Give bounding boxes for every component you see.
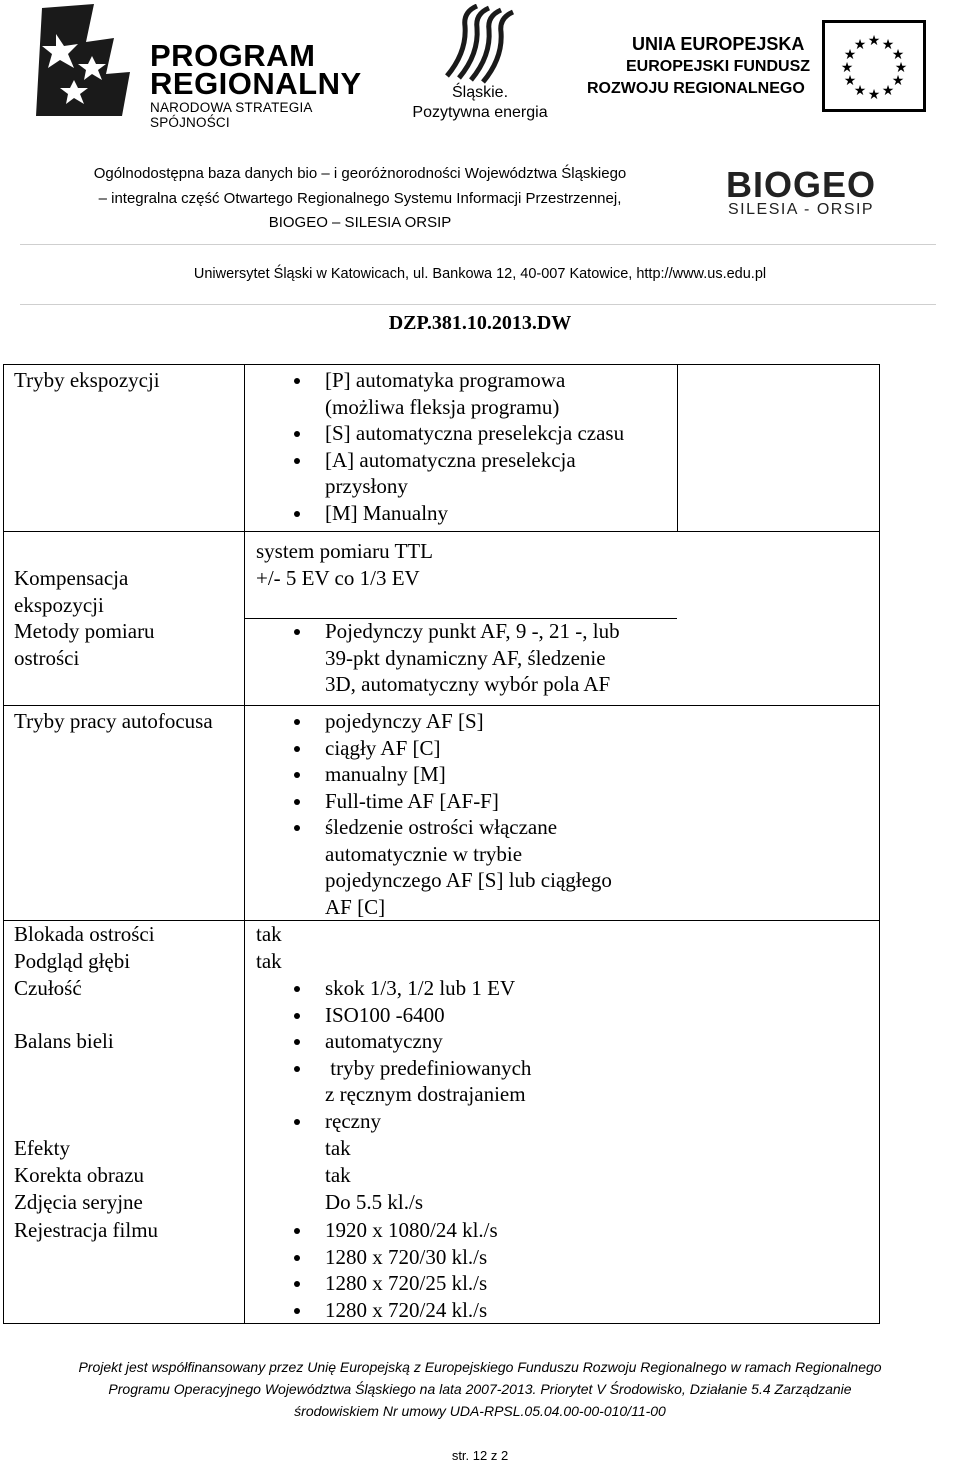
- spec-table: [3, 364, 880, 1324]
- document-id: DZP.381.10.2013.DW: [388, 312, 572, 334]
- label-sensitivity: Czułość: [14, 976, 82, 1000]
- label-focus-methods: Metody pomiaru ostrości: [14, 619, 155, 670]
- eu-line3: ROZWOJU REGIONALNEGO: [587, 80, 805, 97]
- focus-lock-value: tak: [256, 922, 282, 946]
- svg-text:★: ★: [843, 73, 857, 89]
- list-item: [P] automatyka programowa (możliwa fleksja programu): [294, 367, 624, 420]
- svg-text:★: ★: [867, 33, 881, 49]
- footer-funding-note: [10, 1356, 950, 1422]
- eu-line1: UNIA EUROPEJSKA: [632, 34, 805, 54]
- biogeo-logo: [724, 164, 884, 224]
- slaskie-slogan: Pozytywna energia: [412, 104, 548, 121]
- burst-shooting-value: Do 5.5 kl./s: [325, 1190, 424, 1214]
- exposure-compensation-value: +/- 5 EV co 1/3 EV: [256, 566, 420, 590]
- eu-stars-icon: [825, 23, 923, 109]
- database-line1: Ogólnodostępna baza danych bio – i georóżnorodności Województwa Śląskiego: [93, 165, 627, 182]
- slaskie-wave-icon: [405, 4, 555, 84]
- label-exposure-compensation: Kompensacja ekspozycji: [14, 566, 129, 617]
- sensitivity-list: [294, 975, 515, 1028]
- autofocus-modes-list: [294, 708, 612, 920]
- label-white-balance: Balans bieli: [14, 1029, 114, 1053]
- database-line2: – integralna część Otwartego Regionalnego Systemu Informacji Przestrzennej,: [98, 189, 622, 207]
- list-item: śledzenie ostrości włączane automatycznie w trybie pojedynczego AF [S] lub ciągłego AF [C]: [294, 814, 612, 920]
- effects-value: tak: [325, 1136, 351, 1160]
- list-item: ISO100 -6400: [294, 1002, 515, 1029]
- list-item: automatyczny: [294, 1028, 531, 1055]
- svg-text:★: ★: [843, 47, 857, 63]
- eu-flag-icon: [822, 20, 926, 112]
- image-correction-value: tak: [325, 1163, 351, 1187]
- eu-line2: EUROPEJSKI FUNDUSZ: [626, 58, 811, 75]
- label-focus-lock: Blokada ostrości: [14, 922, 155, 946]
- footer-line3: środowiskiem Nr umowy UDA-RPSL.05.04.00-00-010/11-00: [294, 1403, 666, 1419]
- focus-methods-list: [294, 618, 620, 698]
- program-emblem-icon: [22, 4, 140, 120]
- label-effects: Efekty: [14, 1136, 70, 1160]
- university-address: Uniwersytet Śląski w Katowicach, ul. Bankowa 12, 40-007 Katowice, http://www.us.edu.pl: [193, 266, 767, 282]
- svg-text:★: ★: [881, 83, 895, 99]
- svg-text:★: ★: [891, 47, 905, 63]
- exposure-modes-list: [294, 367, 624, 526]
- list-item: [M] Manualny: [294, 500, 624, 527]
- program-logo-line2: REGIONALNY: [150, 66, 362, 101]
- list-item: ręczny: [294, 1108, 531, 1135]
- list-item: Full-time AF [AF-F]: [294, 788, 612, 815]
- list-item: tryby predefiniowanych z ręcznym dostrajaniem: [294, 1055, 531, 1108]
- column-divider-2: [677, 365, 678, 531]
- list-item: 1920 x 1080/24 kl./s: [294, 1217, 498, 1244]
- svg-text:★: ★: [894, 60, 908, 76]
- svg-text:★: ★: [853, 83, 867, 99]
- page-number: str. 12 z 2: [451, 1448, 509, 1463]
- program-logo-line3: NARODOWA STRATEGIA SPÓJNOŚCI: [150, 100, 312, 130]
- svg-text:★: ★: [881, 37, 895, 53]
- label-autofocus-modes: Tryby pracy autofocusa: [14, 709, 213, 733]
- label-image-correction: Korekta obrazu: [14, 1163, 145, 1187]
- row-divider: [4, 531, 879, 532]
- row-divider: [4, 705, 879, 706]
- white-balance-list: [294, 1028, 531, 1134]
- program-logo-line1: PROGRAM: [150, 38, 316, 73]
- header-divider: [20, 244, 936, 245]
- label-video-recording: Rejestracja filmu: [14, 1218, 159, 1242]
- svg-text:★: ★: [853, 37, 867, 53]
- column-divider-1: [244, 365, 245, 1323]
- slaskie-logo: [405, 4, 565, 124]
- list-item: 1280 x 720/25 kl./s: [294, 1270, 498, 1297]
- footer-line2: Programu Operacyjnego Województwa Śląskiego na lata 2007-2013. Priorytet V Środowisko, Działanie 5.4 Zarządzanie: [108, 1381, 852, 1397]
- list-item: [A] automatyczna preselekcja przysłony: [294, 447, 624, 500]
- list-item: Pojedynczy punkt AF, 9 -, 21 -, lub 39-pkt dynamiczny AF, śledzenie 3D, automatyczny wybór pola AF: [294, 618, 620, 698]
- slaskie-name: Śląskie.: [451, 84, 509, 101]
- address-divider: [20, 304, 936, 305]
- footer-line1: Projekt jest współfinansowany przez Unię Europejską z Europejskiego Funduszu Rozwoju Regionalnego w ramach Regionalnego: [78, 1359, 882, 1375]
- label-burst-shooting: Zdjęcia seryjne: [14, 1190, 143, 1214]
- label-depth-preview: Podgląd głębi: [14, 949, 131, 973]
- label-exposure-modes: Tryby ekspozycji: [14, 368, 160, 392]
- list-item: 1280 x 720/30 kl./s: [294, 1244, 498, 1271]
- metering-system-value: system pomiaru TTL: [256, 539, 433, 563]
- biogeo-logo-text: BIOGEO: [726, 164, 877, 205]
- database-line3: BIOGEO – SILESIA ORSIP: [268, 214, 452, 231]
- list-item: [S] automatyczna preselekcja czasu: [294, 420, 624, 447]
- list-item: pojedynczy AF [S]: [294, 708, 612, 735]
- program-regionalny-logo: [22, 4, 382, 130]
- biogeo-logo-subtext: SILESIA - ORSIP: [728, 201, 875, 218]
- list-item: 1280 x 720/24 kl./s: [294, 1297, 498, 1324]
- list-item: skok 1/3, 1/2 lub 1 EV: [294, 975, 515, 1002]
- list-item: ciągły AF [C]: [294, 735, 612, 762]
- svg-text:★: ★: [891, 73, 905, 89]
- svg-text:★: ★: [840, 60, 854, 76]
- depth-preview-value: tak: [256, 949, 282, 973]
- svg-text:★: ★: [867, 87, 881, 103]
- list-item: manualny [M]: [294, 761, 612, 788]
- database-info: [20, 162, 700, 236]
- video-recording-list: [294, 1217, 498, 1323]
